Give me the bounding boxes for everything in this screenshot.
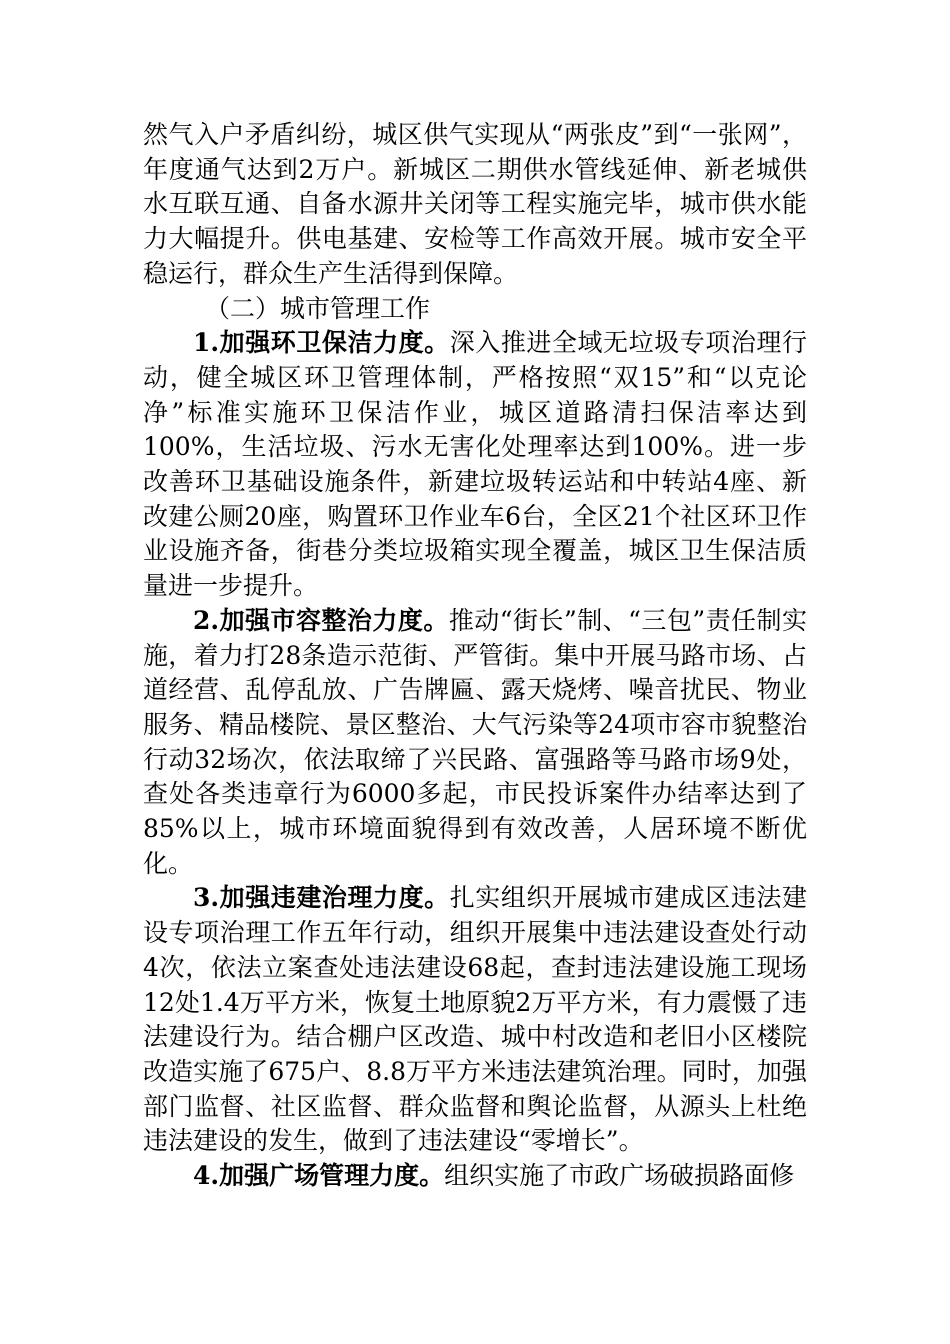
- item-body-2: 推动“街长”制、“三包”责任制实施，着力打28条造示范街、严管街。集中开展马路市场、占道经营、乱停乱放、广告牌匾、露天烧烤、噪音扰民、物业服务、精品楼院、景区整治、大气污染等24项市容市貌整治行动32场次，依法取缔了兴民路、富强路等马路市场9处，查处各类违章行为6000多起，市民投诉案件办结率达到了85%以上，城市环境面貌得到有效改善，人居环境不断优化。: [143, 605, 807, 878]
- item-paragraph-4: [143, 1159, 807, 1194]
- document-body: [143, 118, 807, 1194]
- intro-paragraph: 然气入户矛盾纠纷，城区供气实现从“两张皮”到“一张网”，年度通气达到2万户。新城区二期供水管线延伸、新老城供水互联互通、自备水源井关闭等工程实施完毕，城市供水能力大幅提升。供电基建、安检等工作高效开展。城市安全平稳运行，群众生产生活得到保障。: [143, 120, 807, 288]
- item-body-1: 深入推进全域无垃圾专项治理行动，健全城区环卫管理体制，严格按照“双15”和“以克论净”标准实施环卫保洁作业，城区道路清扫保洁率达到100%，生活垃圾、污水无害化处理率达到100%。进一步改善环卫基础设施条件，新建垃圾转运站和中转站4座、新改建公厕20座，购置环卫作业车6台，全区21个社区环卫作业设施齐备，街巷分类垃圾箱实现全覆盖，城区卫生保洁质量进一步提升。: [143, 328, 807, 601]
- item-paragraph-2: [143, 604, 807, 882]
- item-body-4: 组织实施了市政广场破损路面修: [444, 1161, 795, 1191]
- section-heading: （二）城市管理工作: [205, 293, 431, 323]
- item-paragraph-1: [143, 326, 807, 604]
- item-lead-2: 2.加强市容整治力度。: [193, 605, 449, 635]
- item-lead-4: 4.加强广场管理力度。: [193, 1161, 445, 1191]
- item-body-3: 扎实组织开展城市建成区违法建设专项治理工作五年行动，组织开展集中违法建设查处行动4次，依法立案查处违法建设68起，查封违法建设施工现场12处1.4万平方米，恢复土地原貌2万平方米，有力震慑了违法建设行为。结合棚户区改造、城中村改造和老旧小区楼院改造实施了675户、8.8万平方米违法建筑治理。同时，加强部门监督、社区监督、群众监督和舆论监督，从源头上杜绝违法建设的发生，做到了违法建设“零增长”。: [143, 883, 807, 1156]
- item-lead-1: 1.加强环卫保洁力度。: [193, 328, 450, 358]
- item-paragraph-3: [143, 881, 807, 1159]
- item-lead-3: 3.加强违建治理力度。: [193, 883, 450, 913]
